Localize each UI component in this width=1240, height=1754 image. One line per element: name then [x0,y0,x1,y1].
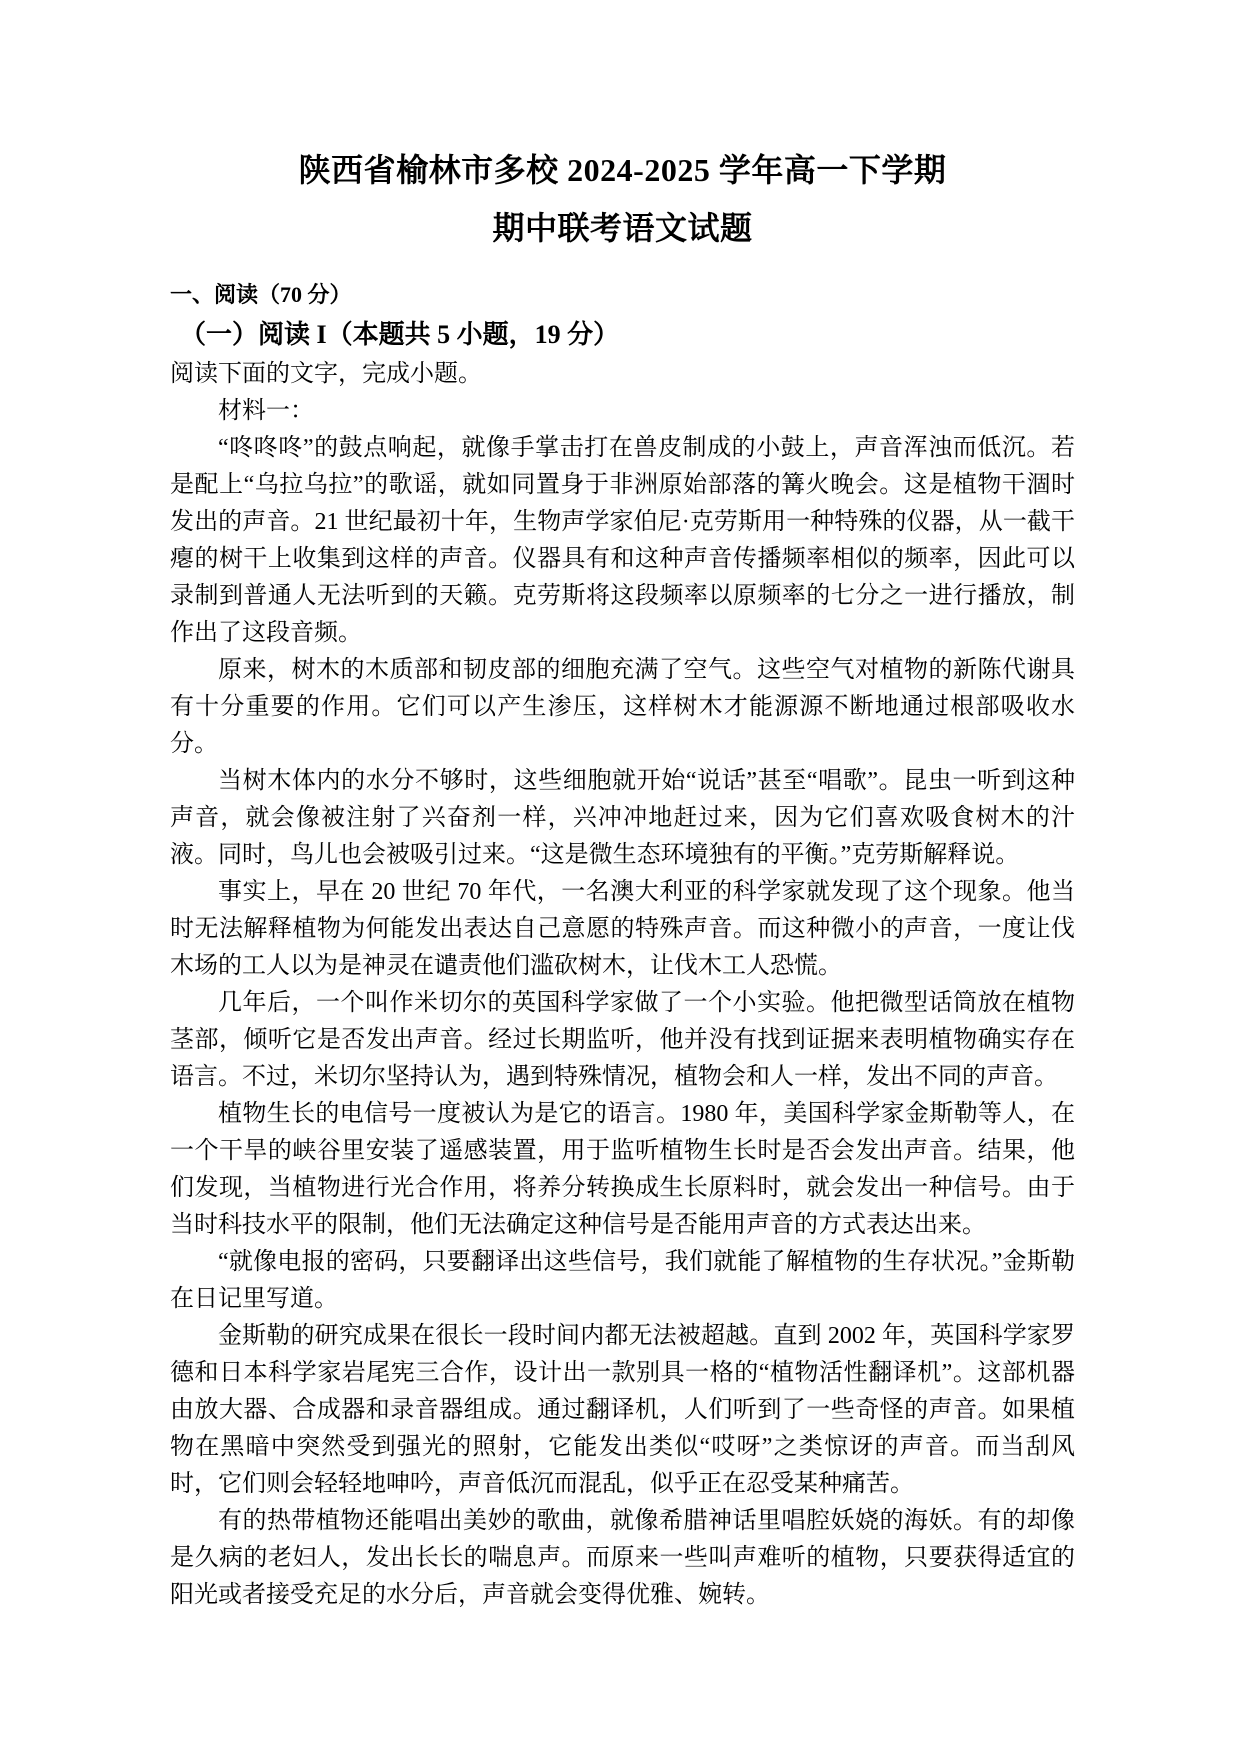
body-paragraph: 几年后，一个叫作米切尔的英国科学家做了一个小实验。他把微型话筒放在植物茎部，倾听它是否发出声音。经过长期监听，他并没有找到证据来表明植物确实存在语言。不过，米切尔坚持认为，遇到特殊情况，植物会和人一样，发出不同的声音。 [170,990,1075,1090]
material-one-label: 材料一： [218,398,314,424]
body-paragraph: 当树木体内的水分不够时，这些细胞就开始“说话”甚至“唱歌”。昆虫一听到这种声音，就会像被注射了兴奋剂一样，兴冲冲地赶过来，因为它们喜欢吸食树木的汁液。同时，鸟儿也会被吸引过来。“这是微生态环境独有的平衡。”克劳斯解释说。 [170,768,1075,868]
material-body [170,393,1075,1614]
document-title-line1: 陕西省榆林市多校 2024-2025 学年高一下学期 [298,152,947,188]
body-paragraph: 事实上，早在 20 世纪 70 年代，一名澳大利亚的科学家就发现了这个现象。他当时无法解释植物为何能发出表达自己意愿的特殊声音。而这种微小的声音，一度让伐木场的工人以为是神灵在谴责他们滥砍树木，让伐木工人恐慌。 [170,879,1075,979]
reading-instruction: 阅读下面的文字，完成小题。 [170,361,482,387]
document-title-line2: 期中联考语文试题 [492,210,753,246]
document-content [170,150,1075,1614]
section-heading-reading: 一、阅读（70 分） [170,282,352,307]
body-paragraph: “咚咚咚”的鼓点响起，就像手掌击打在兽皮制成的小鼓上，声音浑浊而低沉。若是配上“乌拉乌拉”的歌谣，就如同置身于非洲原始部落的篝火晚会。这是植物干涸时发出的声音。21 世纪最初十年，生物声学家伯尼·克劳斯用一种特殊的仪器，从一截干瘪的树干上收集到这样的声音。仪器具有和这种声音传播频率相似的频率，因此可以录制到普通人无法听到的天籁。克劳斯将这段频率以原频率的七分之一进行播放，制作出了这段音频。 [170,435,1075,646]
body-paragraph: 有的热带植物还能唱出美妙的歌曲，就像希腊神话里唱腔妖娆的海妖。有的却像是久病的老妇人，发出长长的喘息声。而原来一些叫声难听的植物，只要获得适宜的阳光或者接受充足的水分后，声音就会变得优雅、婉转。 [170,1508,1075,1608]
body-paragraph: 植物生长的电信号一度被认为是它的语言。1980 年，美国科学家金斯勒等人，在一个干旱的峡谷里安装了遥感装置，用于监听植物生长时是否会发出声音。结果，他们发现，当植物进行光合作用，将养分转换成生长原料时，就会发出一种信号。由于当时科技水平的限制，他们无法确定这种信号是否能用声音的方式表达出来。 [170,1101,1075,1238]
body-paragraph: “就像电报的密码，只要翻译出这些信号，我们就能了解植物的生存状况。”金斯勒在日记里写道。 [170,1249,1075,1312]
body-paragraph: 原来，树木的木质部和韧皮部的细胞充满了空气。这些空气对植物的新陈代谢具有十分重要的作用。它们可以产生渗压，这样树木才能源源不断地通过根部吸收水分。 [170,657,1075,757]
body-paragraph: 金斯勒的研究成果在很长一段时间内都无法被超越。直到 2002 年，英国科学家罗德和日本科学家岩尾宪三合作，设计出一款别具一格的“植物活性翻译机”。这部机器由放大器、合成器和录音器组成。通过翻译机，人们听到了一些奇怪的声音。如果植物在黑暗中突然受到强光的照射，它能发出类似“哎呀”之类惊讶的声音。而当刮风时，它们则会轻轻地呻吟，声音低沉而混乱，似乎正在忍受某种痛苦。 [170,1323,1075,1497]
subsection-heading-reading-1: （一）阅读 I（本题共 5 小题，19 分） [180,320,620,349]
